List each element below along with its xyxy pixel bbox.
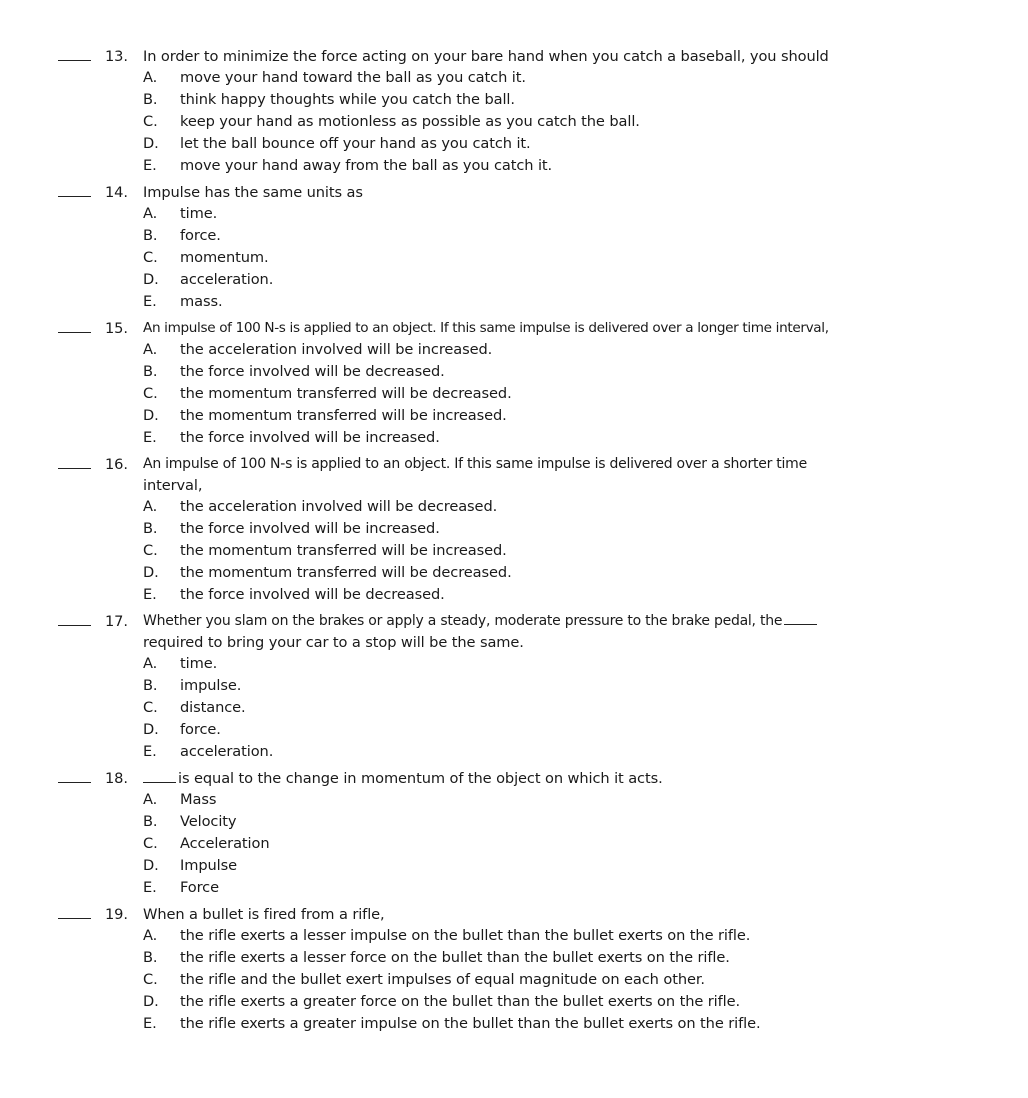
option-letter: D.	[143, 721, 159, 738]
option-letter: B.	[143, 363, 158, 380]
question-18	[0, 768, 1028, 899]
answer-option-a	[0, 925, 1028, 947]
question-stem	[0, 454, 1028, 475]
answer-option-b	[0, 811, 1028, 833]
answer-option-c	[0, 247, 1028, 269]
answer-option-a	[0, 496, 1028, 518]
question-16	[0, 454, 1028, 606]
answer-option-c	[0, 540, 1028, 562]
option-letter: D.	[143, 564, 159, 581]
answer-option-b	[0, 361, 1028, 383]
option-text: acceleration.	[180, 743, 274, 760]
answer-option-a	[0, 67, 1028, 89]
option-text: distance.	[180, 699, 246, 716]
question-number: 16.	[105, 456, 128, 473]
option-letter: D.	[143, 993, 159, 1010]
question-text-line2: interval,	[143, 477, 203, 494]
option-text: the force involved will be decreased.	[180, 586, 445, 603]
option-text: the force involved will be increased.	[180, 520, 440, 537]
answer-option-b	[0, 225, 1028, 247]
option-letter: E.	[143, 586, 157, 603]
option-letter: C.	[143, 249, 158, 266]
option-text: force.	[180, 721, 221, 738]
answer-option-c	[0, 383, 1028, 405]
question-text: When a bullet is fired from a rifle,	[143, 906, 385, 923]
answer-option-b	[0, 89, 1028, 111]
option-text: impulse.	[180, 677, 242, 694]
option-letter: B.	[143, 813, 158, 830]
answer-option-c	[0, 697, 1028, 719]
top-margin	[0, 0, 1028, 46]
answer-option-b	[0, 518, 1028, 540]
question-number: 18.	[105, 770, 128, 787]
option-letter: E.	[143, 429, 157, 446]
question-13	[0, 46, 1028, 177]
option-letter: C.	[143, 835, 158, 852]
answer-blank[interactable]	[58, 196, 91, 197]
option-letter: B.	[143, 677, 158, 694]
answer-option-d	[0, 991, 1028, 1013]
option-letter: C.	[143, 699, 158, 716]
option-letter: A.	[143, 498, 158, 515]
option-text: keep your hand as motionless as possible as you catch the ball.	[180, 113, 640, 130]
option-text: the rifle exerts a lesser impulse on the bullet than the bullet exerts on the rifle.	[180, 927, 751, 944]
option-text: Velocity	[180, 813, 237, 830]
question-text: Whether you slam on the brakes or apply a steady, moderate pressure to the brake pedal, the	[143, 613, 783, 629]
question-stem	[0, 768, 1028, 789]
answer-option-e	[0, 155, 1028, 177]
answer-option-d	[0, 133, 1028, 155]
answer-option-c	[0, 969, 1028, 991]
answer-option-e	[0, 291, 1028, 313]
option-text: force.	[180, 227, 221, 244]
option-text: mass.	[180, 293, 223, 310]
question-stem	[0, 46, 1028, 67]
answer-option-d	[0, 855, 1028, 877]
question-15	[0, 318, 1028, 449]
option-text: Acceleration	[180, 835, 270, 852]
option-text: time.	[180, 655, 218, 672]
answer-option-d	[0, 405, 1028, 427]
question-stem-continuation	[0, 475, 1028, 496]
option-text: time.	[180, 205, 218, 222]
option-text: think happy thoughts while you catch the ball.	[180, 91, 515, 108]
answer-option-e	[0, 877, 1028, 899]
option-letter: A.	[143, 205, 158, 222]
option-text: the force involved will be increased.	[180, 429, 440, 446]
option-text: acceleration.	[180, 271, 274, 288]
option-letter: B.	[143, 227, 158, 244]
question-number: 19.	[105, 906, 128, 923]
answer-option-b	[0, 947, 1028, 969]
fill-in-blank	[784, 624, 817, 625]
option-letter: D.	[143, 135, 159, 152]
question-text: An impulse of 100 N-s is applied to an object. If this same impulse is delivered over a longer time interval,	[143, 320, 829, 336]
answer-blank[interactable]	[58, 625, 91, 626]
question-text: is equal to the change in momentum of the object on which it acts.	[178, 770, 663, 787]
option-text: momentum.	[180, 249, 269, 266]
option-letter: A.	[143, 791, 158, 808]
option-text: move your hand away from the ball as you catch it.	[180, 157, 553, 174]
option-text: the momentum transferred will be increased.	[180, 542, 507, 559]
question-14	[0, 182, 1028, 313]
answer-option-a	[0, 203, 1028, 225]
option-text: Impulse	[180, 857, 237, 874]
answer-blank[interactable]	[58, 332, 91, 333]
option-letter: E.	[143, 157, 157, 174]
answer-option-e	[0, 427, 1028, 449]
option-letter: E.	[143, 743, 157, 760]
option-text: the force involved will be decreased.	[180, 363, 445, 380]
question-stem-continuation	[0, 632, 1028, 653]
option-text: the rifle and the bullet exert impulses of equal magnitude on each other.	[180, 971, 705, 988]
option-text: Mass	[180, 791, 217, 808]
option-letter: E.	[143, 879, 157, 896]
question-text: In order to minimize the force acting on your bare hand when you catch a baseball, you should	[143, 48, 829, 65]
question-stem	[0, 904, 1028, 925]
option-letter: A.	[143, 655, 158, 672]
option-letter: A.	[143, 927, 158, 944]
question-stem	[0, 611, 1028, 632]
fill-in-blank	[143, 782, 176, 783]
question-number: 14.	[105, 184, 128, 201]
question-number: 15.	[105, 320, 128, 337]
option-text: the momentum transferred will be decreased.	[180, 564, 512, 581]
option-text: let the ball bounce off your hand as you catch it.	[180, 135, 531, 152]
option-text: the acceleration involved will be increased.	[180, 341, 493, 358]
question-text-wrapper	[143, 611, 819, 632]
question-stem	[0, 182, 1028, 203]
option-letter: A.	[143, 341, 158, 358]
option-text: the momentum transferred will be decreased.	[180, 385, 512, 402]
question-text: An impulse of 100 N-s is applied to an object. If this same impulse is delivered over a shorter time	[143, 456, 807, 472]
answer-option-c	[0, 111, 1028, 133]
question-stem	[0, 318, 1028, 339]
answer-blank[interactable]	[58, 918, 91, 919]
answer-option-e	[0, 584, 1028, 606]
answer-option-e	[0, 741, 1028, 763]
answer-option-b	[0, 675, 1028, 697]
option-text: Force	[180, 879, 219, 896]
option-letter: C.	[143, 113, 158, 130]
option-letter: C.	[143, 385, 158, 402]
option-letter: C.	[143, 542, 158, 559]
answer-blank[interactable]	[58, 468, 91, 469]
option-letter: B.	[143, 520, 158, 537]
option-text: the rifle exerts a lesser force on the bullet than the bullet exerts on the rifle.	[180, 949, 730, 966]
question-number: 17.	[105, 613, 128, 630]
question-number: 13.	[105, 48, 128, 65]
question-19	[0, 904, 1028, 1035]
option-text: the rifle exerts a greater force on the bullet than the bullet exerts on the rifle.	[180, 993, 741, 1010]
option-letter: E.	[143, 293, 157, 310]
option-letter: D.	[143, 271, 159, 288]
question-text-wrapper	[143, 768, 663, 789]
answer-option-c	[0, 833, 1028, 855]
option-letter: B.	[143, 91, 158, 108]
question-text: Impulse has the same units as	[143, 184, 363, 201]
option-letter: A.	[143, 69, 158, 86]
answer-option-d	[0, 562, 1028, 584]
question-text-line2: required to bring your car to a stop will be the same.	[143, 634, 524, 651]
answer-option-e	[0, 1013, 1028, 1035]
answer-option-a	[0, 789, 1028, 811]
answer-blank[interactable]	[58, 60, 91, 61]
option-letter: D.	[143, 407, 159, 424]
option-text: the acceleration involved will be decreased.	[180, 498, 498, 515]
option-letter: C.	[143, 971, 158, 988]
option-letter: D.	[143, 857, 159, 874]
option-text: the momentum transferred will be increased.	[180, 407, 507, 424]
option-text: move your hand toward the ball as you catch it.	[180, 69, 526, 86]
answer-option-d	[0, 269, 1028, 291]
option-text: the rifle exerts a greater impulse on the bullet than the bullet exerts on the rifle.	[180, 1015, 761, 1032]
option-letter: E.	[143, 1015, 157, 1032]
answer-blank[interactable]	[58, 782, 91, 783]
option-letter: B.	[143, 949, 158, 966]
answer-option-a	[0, 339, 1028, 361]
answer-option-a	[0, 653, 1028, 675]
question-17	[0, 611, 1028, 763]
answer-option-d	[0, 719, 1028, 741]
